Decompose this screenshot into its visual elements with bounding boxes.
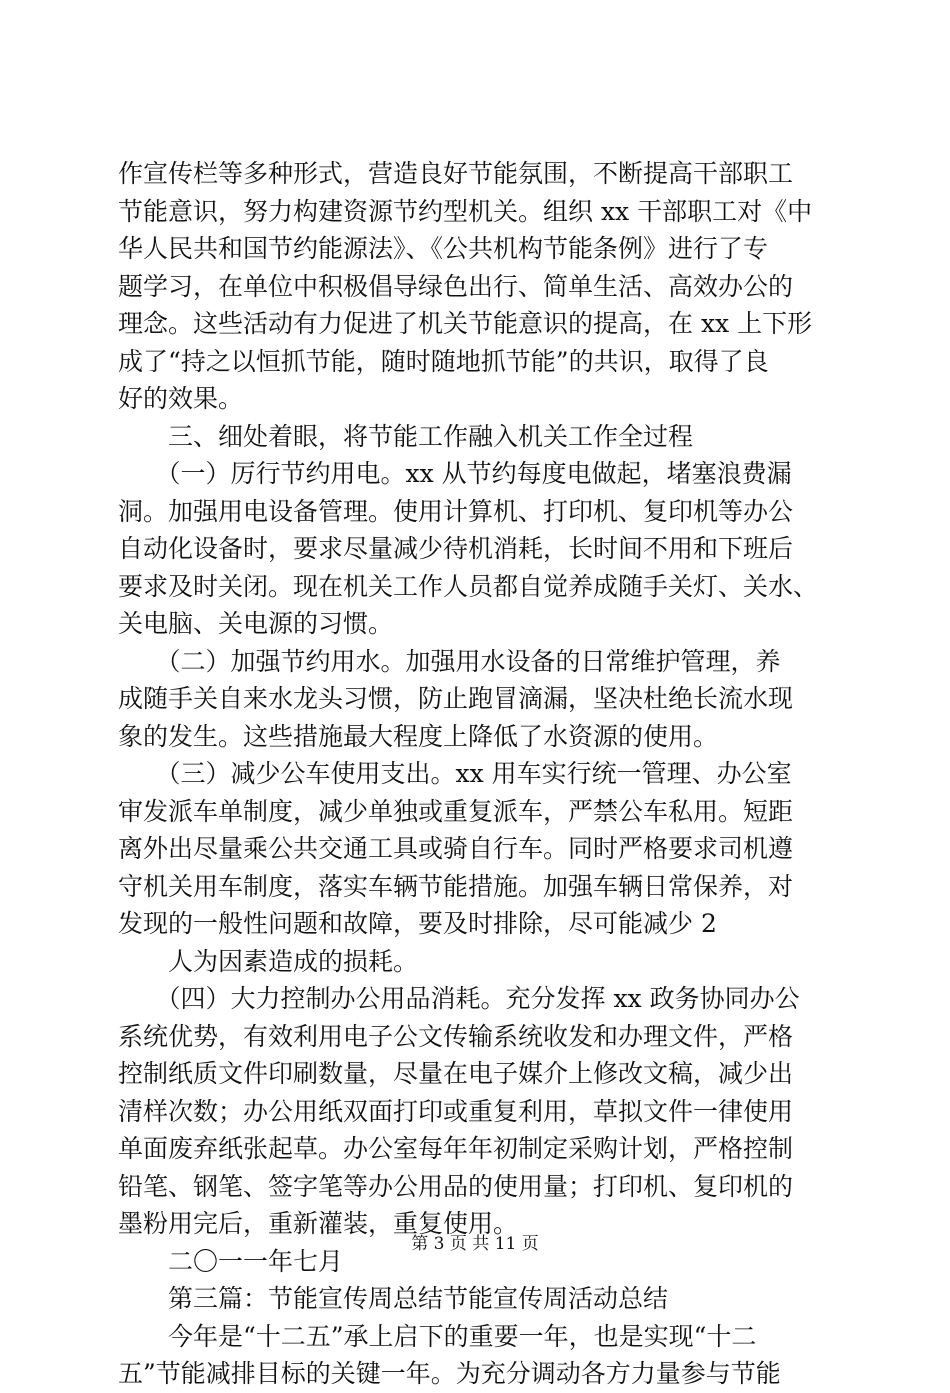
text-line: 控制纸质文件印刷数量，尽量在电子媒介上修改文稿，减少出 (118, 1059, 794, 1088)
text-line: 守机关用车制度，落实车辆节能措施。加强车辆日常保养，对 (118, 871, 794, 901)
text-line: 发现的一般性问题和故障，要及时排除，尽可能减少 2 (118, 909, 717, 938)
text-line: 自动化设备时，要求尽量减少待机消耗，长时间不用和下班后 (118, 534, 794, 563)
text-line: 成了“持之以恒抓节能，随时随地抓节能”的共识，取得了良 (118, 346, 769, 376)
text-line: （四）大力控制办公用品消耗。充分发挥 xx 政务协同办公 (118, 984, 800, 1013)
text-line: 要求及时关闭。现在机关工作人员都自觉养成随手关灯、关水、 (118, 571, 819, 601)
text-line: 成随手关自来水龙头习惯，防止跑冒滴漏，坚决杜绝长流水现 (118, 684, 794, 713)
text-line: 离外出尽量乘公共交通工具或骑自行车。同时严格要求司机遵 (118, 834, 794, 863)
text-line: 铅笔、钢笔、签字笔等办公用品的使用量；打印机、复印机的 (118, 1171, 794, 1201)
text-line: 墨粉用完后，重新灌装，重复使用。 (118, 1209, 519, 1238)
text-line: 作宣传栏等多种形式，营造良好节能氛围，不断提高干部职工 (118, 159, 794, 188)
text-line: 二〇一一年七月 (118, 1246, 344, 1276)
text-line: 题学习，在单位中积极倡导绿色出行、简单生活、高效办公的 (118, 271, 794, 301)
text-line: 三、细处着眼，将节能工作融入机关工作全过程 (118, 421, 694, 451)
text-line: 审发派车单制度，减少单独或重复派车，严禁公车私用。短距 (118, 796, 794, 826)
text-line: 好的效果。 (118, 384, 244, 413)
text-line: 清样次数；办公用纸双面打印或重复利用，草拟文件一律使用 (118, 1096, 794, 1126)
text-line: 今年是“十二五”承上启下的重要一年，也是实现“十二 (118, 1321, 757, 1351)
page-number-footer: 第 3 页 共 11 页 (411, 1234, 539, 1254)
text-line: 洞。加强用电设备管理。使用计算机、打印机、复印机等办公 (118, 496, 794, 526)
text-line: 关电脑、关电源的习惯。 (118, 609, 394, 638)
text-line: 华人民共和国节约能源法》、《公共机构节能条例》进行了专 (118, 234, 769, 263)
text-line: （三）减少公车使用支出。xx 用车实行统一管理、办公室 (118, 759, 792, 788)
text-line: 人为因素造成的损耗。 (118, 946, 419, 976)
text-line: 单面废弃纸张起草。办公室每年年初制定采购计划，严格控制 (118, 1134, 794, 1163)
text-line: 系统优势，有效利用电子公文传输系统收发和办理文件，严格 (118, 1021, 794, 1051)
text-line: 节能意识，努力构建资源节约型机关。组织 xx 干部职工对《中 (118, 196, 813, 226)
text-line: 理念。这些活动有力促进了机关节能意识的提高，在 xx 上下形 (118, 309, 813, 338)
text-line: 象的发生。这些措施最大程度上降低了水资源的使用。 (118, 721, 719, 751)
text-line: （二）加强节约用水。加强用水设备的日常维护管理，养 (118, 646, 781, 676)
text-line: （一）厉行节约用电。xx 从节约每度电做起，堵塞浪费漏 (118, 459, 792, 488)
text-line: 五”节能减排目标的关键一年。为充分调动各方力量参与节能 (118, 1359, 781, 1388)
document-body (118, 155, 848, 1393)
text-line: 第三篇：节能宣传周总结节能宣传周活动总结 (118, 1284, 669, 1313)
